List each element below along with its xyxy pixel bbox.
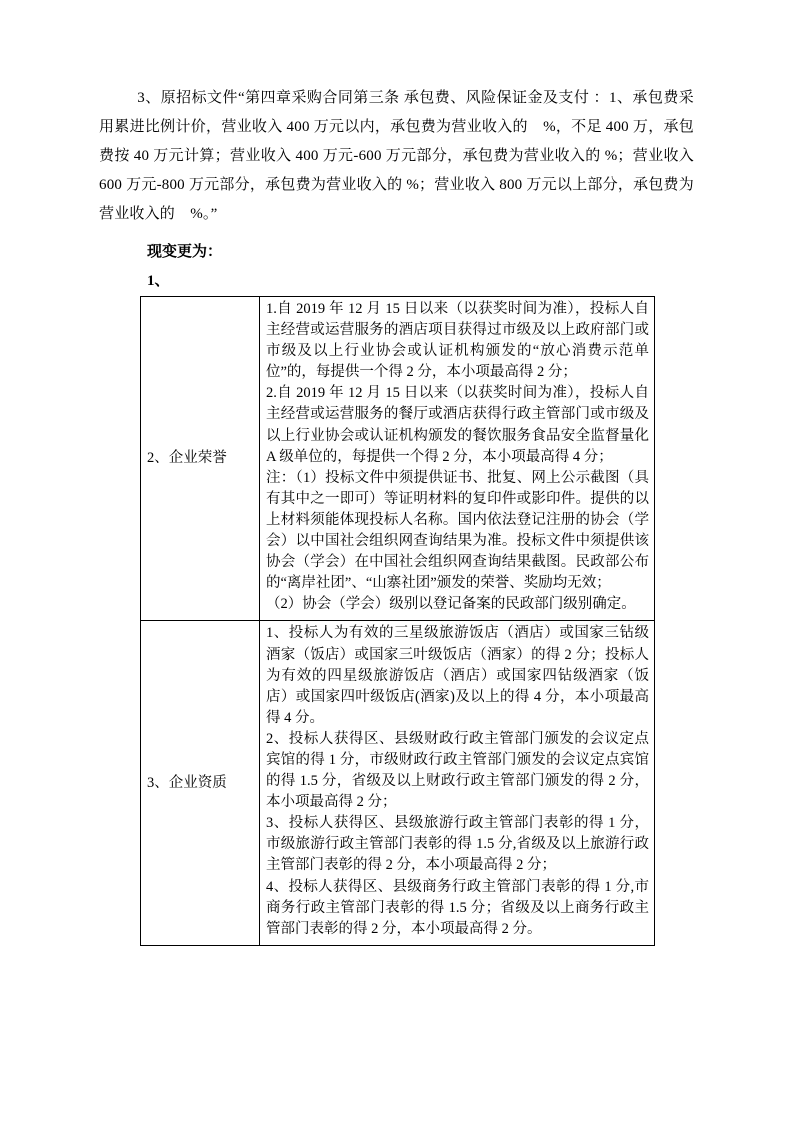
row-content-cell xyxy=(260,621,655,945)
cell-paragraph: 2.自 2019 年 12 月 15 日以来（以获奖时间为准），投标人自主经营或运营服务的餐厅或酒店获得行政主管部门或市级及以上行业协会或认证机构颁发的餐饮服务食品安全监督量化 A 级单位的，每提供一个得 2 分，本小项最高得 4 分； xyxy=(266,385,649,465)
cell-paragraph: 1.自 2019 年 12 月 15 日以来（以获奖时间为准），投标人自主经营或运营服务的酒店项目获得过市级及以上政府部门或市级及以上行业协会或认证机构颁发的“放心消费示范单位”的，每提供一个得 2 分，本小项最高得 2 分； xyxy=(266,301,649,381)
cell-paragraph: （2）协会（学会）级别以登记备案的民政部门级别确定。 xyxy=(266,596,636,613)
row-content-cell xyxy=(260,297,655,621)
list-item-number: 1、 xyxy=(147,273,170,289)
table-row xyxy=(141,621,655,945)
cell-paragraph: 3、投标人获得区、县级旅游行政主管部门表彰的得 1 分，市级旅游行政主管部门表彰的得 1.5 分,省级及以上旅游行政主管部门表彰的得 2 分，本小项最高得 2 分； xyxy=(266,815,649,874)
row-header-cell: 3、企业资质 xyxy=(141,621,260,945)
cell-paragraph: 注：（1）投标文件中须提供证书、批复、网上公示截图（具有其中之一即可）等证明材料的复印件或影印件。提供的以上材料须能体现投标人名称。国内依法登记注册的协会（学会）以中国社会组织网查询结果为准。投标文件中须提供该协会（学会）在中国社会组织网查询结果截图。民政部公布的“离岸社团”、“山寨社团”颁发的荣誉、奖励均无效； xyxy=(266,469,649,592)
row-header-cell: 2、企业荣誉 xyxy=(141,297,260,621)
scoring-table xyxy=(140,296,655,946)
table-row xyxy=(141,297,655,621)
cell-paragraph: 1、投标人为有效的三星级旅游饭店（酒店）或国家三钻级酒家（饭店）或国家三叶级饭店（酒家）的得 2 分；投标人为有效的四星级旅游饭店（酒店）或国家四钻级酒家（饭店）或国家四叶级饭店(酒家)及以上的得 4 分，本小项最高得 4 分。 xyxy=(266,625,649,726)
cell-paragraph: 2、投标人获得区、县级财政行政主管部门颁发的会议定点宾馆的得 1 分，市级财政行政主管部门颁发的会议定点宾馆的得 1.5 分，省级及以上财政行政主管部门颁发的得 2 分，本小项最高得 2 分； xyxy=(266,730,649,811)
change-label: 现变更为： xyxy=(147,244,223,260)
cell-paragraph: 4、投标人获得区、县级商务行政主管部门表彰的得 1 分,市商务行政主管部门表彰的得 1.5 分；省级及以上商务行政主管部门表彰的得 2 分，本小项最高得 2 分。 xyxy=(266,878,649,937)
paragraph-original: 3、原招标文件“第四章采购合同第三条 承包费、风险保证金及支付 ：1、承包费采用累进比例计价，营业收入 400 万元以内，承包费为营业收入的 %，不足 400 万，承包费按 40 万元计算；营业收入 400 万元-600 万元部分，承包费为营业收入的 %；营业收入 600 万元-800 万元部分，承包费为营业收入的 %；营业收入 800 万元以上部分，承包费为营业收入的 %。” xyxy=(99,90,694,222)
